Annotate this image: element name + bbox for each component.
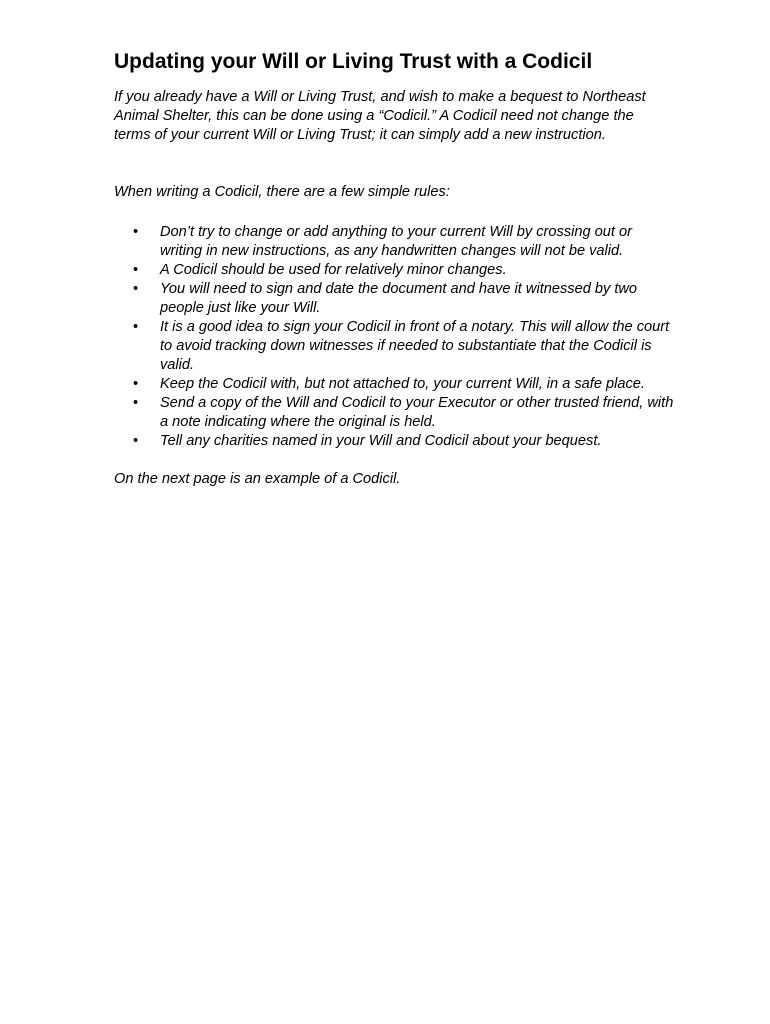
intro-paragraph: If you already have a Will or Living Trust, and wish to make a bequest to Northeast Animal Shelter, this can be done using a “Codicil.” A Codicil need not change the terms of your current Will or Living Trust; it can simply add a new instruction. [114,89,646,143]
bullet-icon: • [133,376,139,392]
bullet-icon: • [133,281,139,297]
rule-text: It is a good idea to sign your Codicil in front of a notary. This will allow the court to avoid tracking down witnesses if needed to substantiate that the Codicil is valid. [160,319,670,373]
list-item [131,432,676,451]
rule-text: A Codicil should be used for relatively minor changes. [160,262,507,278]
rules-intro-paragraph: When writing a Codicil, there are a few simple rules: [114,184,450,200]
bullet-icon: • [133,433,139,449]
rule-text: Send a copy of the Will and Codicil to your Executor or other trusted friend, with a note indicating where the original is held. [160,395,674,430]
list-item [131,223,676,261]
closing-paragraph: On the next page is an example of a Codicil. [114,471,401,487]
list-item [131,261,676,280]
bullet-icon: • [133,224,139,240]
rule-text: Don’t try to change or add anything to your current Will by crossing out or writing in new instructions, as any handwritten changes will not be valid. [160,224,632,259]
bullet-icon: • [133,395,139,411]
rule-text: Keep the Codicil with, but not attached to, your current Will, in a safe place. [160,376,645,392]
rule-text: You will need to sign and date the document and have it witnessed by two people just like your Will. [160,281,638,316]
bullet-icon: • [133,262,139,278]
list-item [131,375,676,394]
list-item [131,318,676,375]
rules-list [131,223,676,451]
list-item [131,394,676,432]
bullet-icon: • [133,319,139,335]
rule-text: Tell any charities named in your Will and Codicil about your bequest. [160,433,602,449]
list-item [131,280,676,318]
page-title: Updating your Will or Living Trust with a Codicil [114,50,593,73]
